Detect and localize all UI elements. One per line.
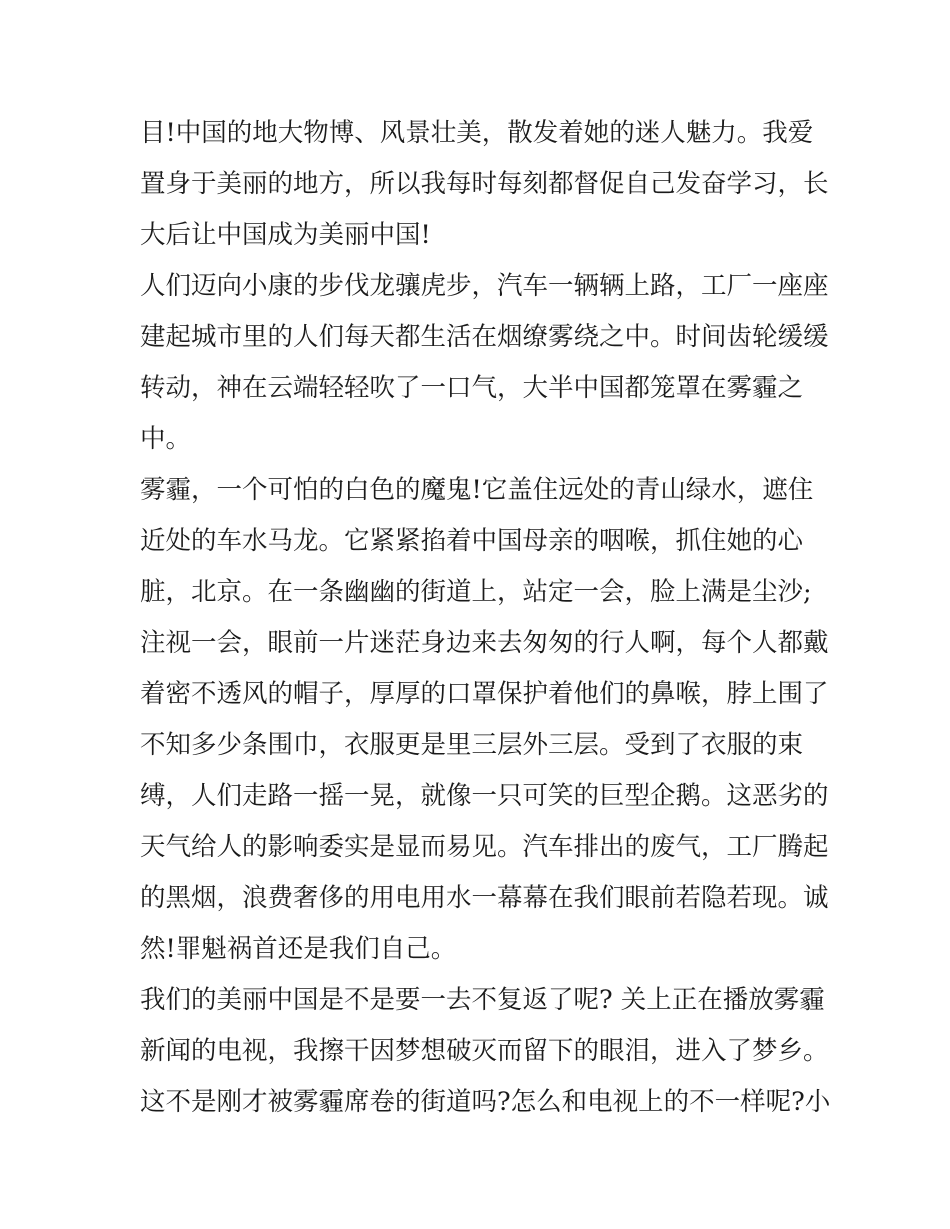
text-line: 雾霾，一个可怕的白色的魔鬼!它盖住远处的青山绿水，遮住 (140, 475, 814, 505)
text-line: 注视一会，眼前一片迷茫身边来去匆匆的行人啊，每个人都戴 (140, 628, 829, 658)
text-line: 人们迈向小康的步伐龙骧虎步，汽车一辆辆上路，工厂一座座 (140, 271, 829, 301)
text-line: 置身于美丽的地方，所以我每时每刻都督促自己发奋学习，长 (140, 169, 829, 199)
text-line: 大后让中国成为美丽中国! (140, 220, 431, 250)
text-line: 的黑烟，浪费奢侈的用电用水一幕幕在我们眼前若隐若现。诚 (140, 883, 829, 913)
text-line: 脏，北京。在一条幽幽的街道上，站定一会，脸上满是尘沙; (140, 577, 812, 607)
text-line: 然!罪魁祸首还是我们自己。 (140, 934, 457, 964)
text-line: 天气给人的影响委实是显而易见。汽车排出的废气，工厂腾起 (140, 832, 829, 862)
text-line: 转动，神在云端轻轻吹了一口气，大半中国都笼罩在雾霾之 (140, 373, 804, 403)
text-line: 中。 (140, 424, 192, 454)
text-line: 新闻的电视，我擦干因梦想破灭而留下的眼泪，进入了梦乡。 (140, 1036, 829, 1066)
text-line: 建起城市里的人们每天都生活在烟缭雾绕之中。时间齿轮缓缓 (140, 322, 829, 352)
text-line: 缚，人们走路一摇一晃，就像一只可笑的巨型企鹅。这恶劣的 (140, 781, 829, 811)
text-line: 目!中国的地大物博、风景壮美，散发着她的迷人魅力。我爱 (140, 118, 814, 148)
text-line: 不知多少条围巾，衣服更是里三层外三层。受到了衣服的束 (140, 730, 804, 760)
text-line: 着密不透风的帽子，厚厚的口罩保护着他们的鼻喉，脖上围了 (140, 679, 829, 709)
essay-body (140, 108, 831, 1128)
text-line: 近处的车水马龙。它紧紧掐着中国母亲的咽喉，抓住她的心 (140, 526, 804, 556)
text-line: 我们的美丽中国是不是要一去不复返了呢? 关上正在播放雾霾 (140, 985, 825, 1015)
text-line: 这不是刚才被雾霾席卷的街道吗?怎么和电视上的不一样呢?小 (140, 1087, 831, 1117)
